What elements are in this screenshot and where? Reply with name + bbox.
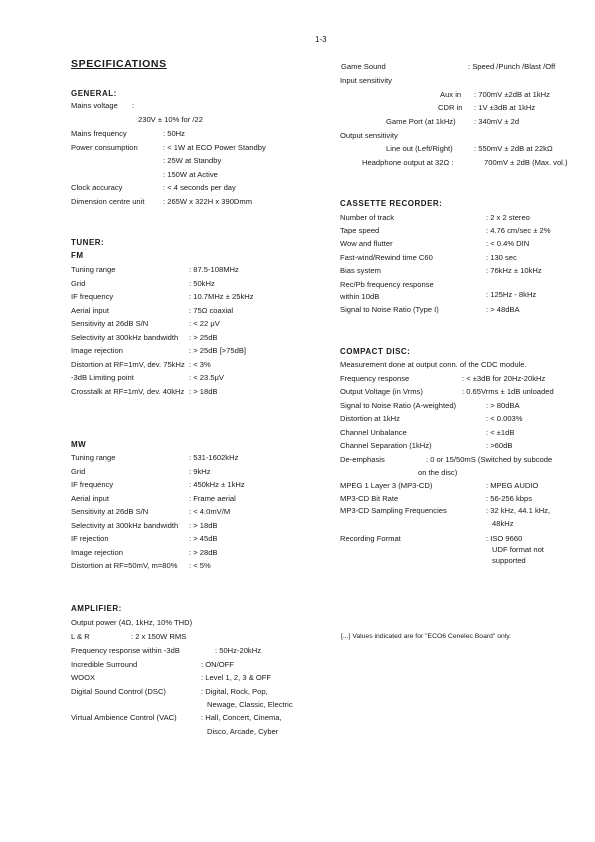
spec-label: MP3-CD Sampling Frequencies — [340, 506, 447, 515]
line-out-label: Line out (Left/Right) — [386, 144, 453, 153]
spec-value: : < 22 μV — [189, 319, 220, 328]
spec-label: Grid — [71, 466, 86, 476]
game-port-value: : 340mV ± 2d — [474, 117, 520, 126]
tuner-heading: TUNER: — [71, 238, 105, 247]
spec-label: Distortion at RF=1mV, dev. 75kHz — [71, 359, 185, 369]
line-out-value: : 550mV ± 2dB at 22kΩ — [474, 144, 553, 153]
spec-value: : 450kHz ± 1kHz — [189, 480, 245, 489]
spec-value: 48kHz — [492, 518, 514, 528]
spec-value: : MPEG AUDIO — [486, 481, 539, 490]
spec-value: : < 0.003% — [486, 414, 523, 424]
spec-value: : < 1W at ECO Power Standby — [163, 142, 266, 152]
spec-label: Channel Separation (1kHz) — [340, 441, 432, 451]
cd-recording-label: Recording Format — [340, 534, 401, 543]
spec-label: Tuning range — [71, 265, 116, 274]
spec-value: Newage, Classic, Electric — [207, 699, 293, 709]
spec-value: Disco, Arcade, Cyber — [207, 726, 279, 736]
spec-value: : 56-256 kbps — [486, 493, 533, 503]
spec-value: : Frame aerial — [189, 493, 236, 503]
spec-label: MPEG 1 Layer 3 (MP3-CD) — [340, 481, 433, 490]
general-heading: GENERAL: — [71, 89, 117, 98]
spec-value: : Digital, Rock, Pop, — [201, 686, 268, 696]
spec-value: : > 25dB — [189, 332, 218, 342]
spec-label: Digital Sound Control (DSC) — [71, 686, 166, 696]
spec-label: WOOX — [71, 673, 96, 683]
game-port-label: Game Port (at 1kHz) — [386, 117, 456, 126]
cdr-in-label: CDR in — [438, 103, 463, 112]
spec-label: Tuning range — [71, 453, 116, 462]
spec-value: : > 28dB — [189, 547, 218, 557]
spec-value: : 150W at Active — [163, 169, 218, 179]
spec-label: Power consumption — [71, 142, 138, 152]
spec-value: : 10.7MHz ± 25kHz — [189, 292, 254, 301]
page-number: 1-3 — [315, 35, 327, 44]
aux-in-value: : 700mV ±2dB at 1kHz — [474, 90, 550, 99]
spec-value: : Level 1, 2, 3 & OFF — [201, 673, 272, 683]
spec-label: Distortion at 1kHz — [340, 414, 400, 424]
spec-value: : 25W at Standby — [163, 156, 222, 166]
spec-value: : ON/OFF — [201, 660, 234, 669]
spec-label: Selectivity at 300kHz bandwidth — [71, 520, 179, 530]
output-sensitivity-label: Output sensitivity — [340, 131, 398, 140]
aux-in-label: Aux in — [440, 90, 462, 99]
headphone-value: 700mV ± 2dB (Max. vol.) — [484, 158, 568, 167]
spec-value: : > 25dB [>75dB] — [189, 346, 246, 355]
spec-value: : > 18dB — [189, 386, 218, 396]
cassette-snr-value: : > 48dBA — [486, 305, 520, 314]
spec-label: Image rejection — [71, 547, 123, 557]
spec-value: : > 45dB — [189, 534, 218, 543]
game-sound-label: Game Sound — [341, 62, 386, 71]
cdr-in-value: : 1V ±3dB at 1kHz — [474, 103, 536, 112]
input-sensitivity-label: Input sensitivity — [340, 76, 392, 85]
spec-label: MP3-CD Bit Rate — [340, 493, 399, 503]
lr-value: : 2 x 150W RMS — [131, 632, 187, 641]
spec-label: Incredible Surround — [71, 660, 138, 669]
cd-freq-label: Frequency response — [340, 374, 410, 383]
footnote: [...] Values indicated are for "ECO6 Cenelec Board" only. — [341, 633, 512, 640]
spec-label: Signal to Noise Ratio (A-weighted) — [340, 401, 457, 410]
spec-value: : < 0.4% DIN — [486, 239, 530, 249]
spec-value: : < 4 seconds per day — [163, 183, 236, 193]
cd-recording-value-2: UDF format not — [492, 545, 544, 554]
cd-measurement-note: Measurement done at output conn. of the CDC module. — [340, 360, 527, 369]
cd-outv-label: Output Voltage (in Vrms) — [340, 387, 423, 396]
spec-label: Image rejection — [71, 346, 123, 355]
recpb-value: : 125Hz - 8kHz — [486, 290, 537, 299]
spec-value: : < 3% — [189, 359, 211, 369]
spec-value: : 32 kHz, 44.1 kHz, — [486, 506, 551, 515]
spec-value: : 9kHz — [189, 466, 211, 476]
spec-value: : 76kHz ± 10kHz — [486, 265, 542, 275]
spec-label: Wow and flutter — [340, 239, 393, 249]
spec-label: Sensitivity at 26dB S/N — [71, 319, 149, 328]
spec-label: Dimension centre unit — [71, 197, 145, 206]
cd-deemphasis-value: : 0 or 15/50mS (Switched by subcode — [426, 455, 553, 464]
spec-label: Clock accuracy — [71, 183, 123, 193]
spec-label: Sensitivity at 26dB S/N — [71, 507, 149, 516]
cd-recording-value-3: supported — [492, 556, 526, 565]
spec-label: Number of track — [340, 213, 395, 222]
cassette-heading: CASSETTE RECORDER: — [340, 199, 443, 208]
spec-value: : < 4.0mV/M — [189, 507, 231, 516]
recpb-label-1: Rec/Pb frequency response — [340, 280, 434, 289]
mw-heading: MW — [71, 440, 87, 449]
spec-label: Crosstalk at RF=1mV, dev. 40kHz — [71, 386, 185, 396]
spec-value: : 50kHz — [189, 278, 215, 288]
spec-label: Distortion at RF=50mV, m=80% — [71, 561, 178, 570]
spec-label: -3dB Limiting point — [71, 373, 134, 382]
fm-heading: FM — [71, 251, 84, 260]
spec-label: Aerial input — [71, 493, 109, 503]
cassette-snr-label: Signal to Noise Ratio (Type I) — [340, 305, 439, 314]
compact-disc-heading: COMPACT DISC: — [340, 347, 411, 356]
spec-value: : 265W x 322H x 390Dmm — [163, 197, 253, 206]
cd-recording-value-1: : ISO 9660 — [486, 534, 523, 543]
spec-value: : < ±1dB — [486, 427, 515, 437]
cd-deemphasis-value-2: on the disc) — [418, 468, 458, 477]
mains-voltage-colon: : — [132, 101, 135, 110]
game-sound-value: : Speed /Punch /Blast /Off — [468, 62, 556, 71]
spec-label: Selectivity at 300kHz bandwidth — [71, 332, 179, 342]
mains-voltage-value: 230V ± 10% for /22 — [138, 115, 203, 124]
spec-value: : < 23.5μV — [189, 373, 224, 382]
headphone-label: Headphone output at 32Ω : — [362, 158, 454, 167]
lr-label: L & R — [71, 632, 90, 641]
spec-value: : 130 sec — [486, 252, 517, 262]
spec-value: : 4.76 cm/sec ± 2% — [486, 226, 551, 236]
spec-label: Fast-wind/Rewind time C60 — [340, 252, 433, 262]
spec-value: : 50Hz — [163, 129, 185, 138]
spec-value: : < 5% — [189, 561, 211, 570]
spec-value: : > 18dB — [189, 520, 218, 530]
cd-outv-value: : 0.65Vrms ± 1dB unloaded — [462, 387, 554, 396]
amplifier-heading: AMPLIFIER: — [71, 604, 122, 613]
spec-value: : 75Ω coaxial — [189, 305, 234, 315]
spec-label: Mains frequency — [71, 129, 127, 138]
spec-label: Tape speed — [340, 226, 380, 236]
spec-value: : Hall, Concert, Cinema, — [201, 713, 282, 723]
spec-label: IF frequency — [71, 480, 114, 489]
cd-deemphasis-label: De-emphasis — [340, 455, 385, 464]
freq-response-label: Frequency response within -3dB — [71, 646, 180, 655]
spec-label: Channel Unbalance — [340, 427, 407, 437]
spec-label: Aerial input — [71, 305, 109, 315]
mains-voltage-label: Mains voltage — [71, 101, 118, 110]
freq-response-value: : 50Hz-20kHz — [215, 646, 262, 655]
cd-freq-value: : < ±3dB for 20Hz-20kHz — [462, 374, 546, 383]
spec-value: : >60dB — [486, 441, 513, 451]
spec-value: : 2 x 2 stereo — [486, 213, 530, 222]
spec-label: IF rejection — [71, 534, 109, 543]
page-title: SPECIFICATIONS — [71, 58, 167, 70]
spec-label: Virtual Ambience Control (VAC) — [71, 713, 177, 723]
spec-label: Bias system — [340, 265, 381, 275]
spec-value: : > 80dBA — [486, 401, 520, 410]
output-power: Output power (4Ω, 1kHz, 10% THD) — [71, 618, 193, 627]
spec-value: : 87.5-108MHz — [189, 265, 239, 274]
spec-label: IF frequency — [71, 292, 114, 301]
spec-value: : 531-1602kHz — [189, 453, 239, 462]
spec-label: Grid — [71, 278, 86, 288]
recpb-label-2: within 10dB — [340, 292, 380, 301]
